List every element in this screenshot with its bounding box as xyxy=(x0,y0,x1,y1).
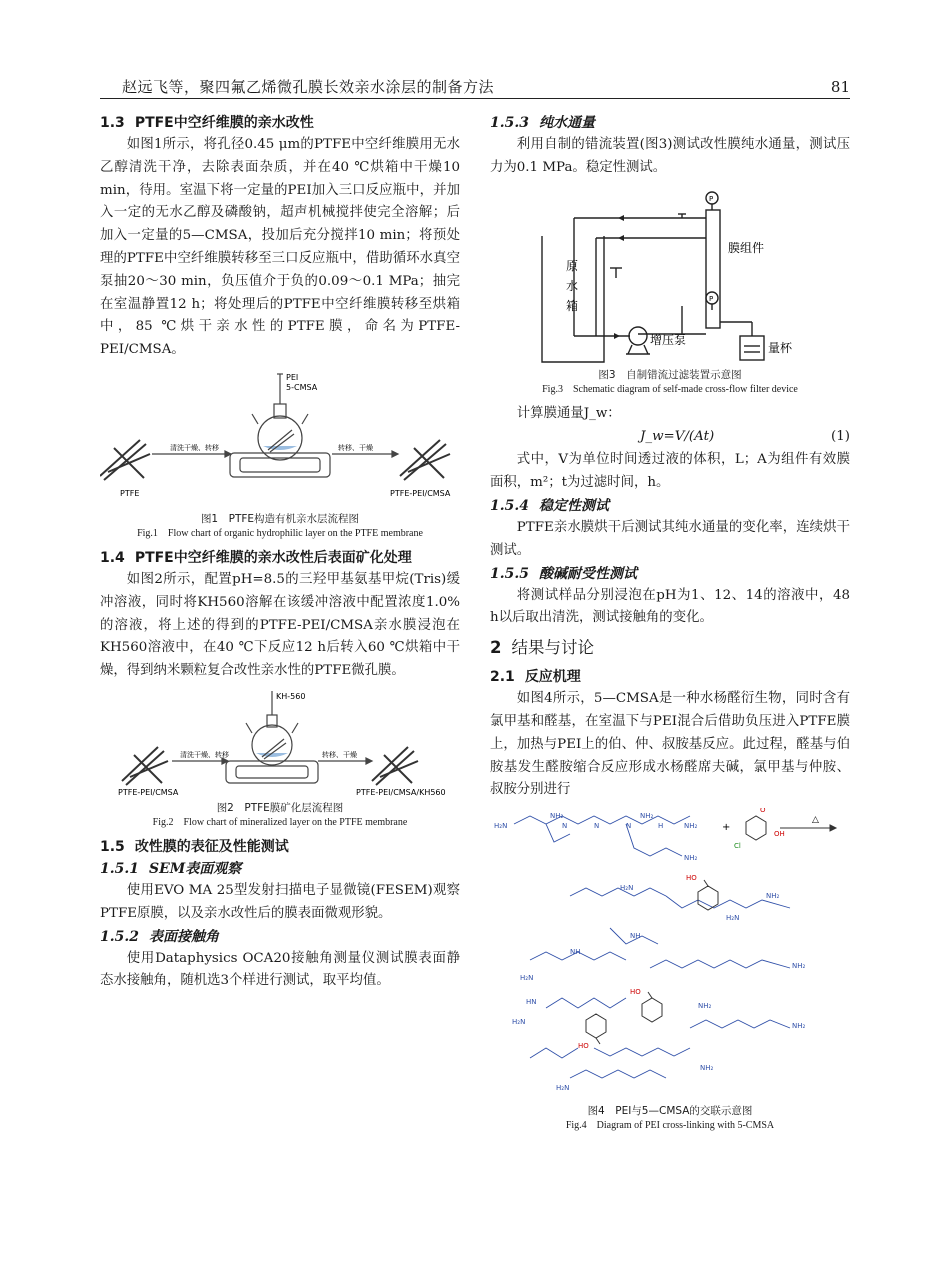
equation-number: (1) xyxy=(831,429,850,445)
fig4-atom-nh2-6: NH₂ xyxy=(792,962,806,971)
running-title: 赵远飞等，聚四氟乙烯微孔膜长效亲水涂层的制备方法 xyxy=(122,78,495,96)
page-number: 81 xyxy=(830,78,850,96)
fig4-atom-oh-1: OH xyxy=(774,830,785,839)
fig4-atom-nh2-5: NH₂ xyxy=(766,892,780,901)
section-2-1-text: 如图4所示，5—CMSA是一种水杨醛衍生物，同时含有氯甲基和醛基，在室温下与PEI混合后借助负压进入PTFE膜上，加热与PEI上的伯、仲、叔胺基反应。此过程，醛基与伯胺基发生醛胺缩合反应形成水杨醛席夫碱，氯甲基与仲胺、叔胺分别进行 xyxy=(490,691,850,798)
section-1-5-3-heading: 1.5.3 纯水通量 xyxy=(490,115,595,131)
figure-1 xyxy=(100,368,460,541)
fig3-tank-3: 箱 xyxy=(566,298,579,313)
figure-4-caption-cn: 图4 PEI与5—CMSA的交联示意图 xyxy=(587,1105,753,1118)
section-1-3-text: 如图1所示，将孔径0.45 μm的PTFE中空纤维膜用无水乙醇清洗干净，去除表面杂质，并在40 ℃烘箱中干燥10 min，待用。室温下将一定量的PEI加入三口反应瓶中，并加入一定的无水乙醇及磷酸钠，超声机械搅拌使完全溶解；后加入一定量的5—CMSA，投加后充分搅拌10 min；将预处理的PTFE中空纤维膜转移至三口反应瓶中，借助循环水真空泵抽20～30 min，负压值介于负的0.09～0.1 MPa；抽完在室温静置12 h；将处理后的PTFE中空纤维膜转移至烘箱中，85 ℃烘干亲水性的PTFE膜，命名为PTFE-PEI/CMSA。 xyxy=(100,137,460,358)
figure-1-diagram xyxy=(100,368,460,508)
figure-2-caption-cn: 图2 PTFE膜矿化层流程图 xyxy=(216,801,344,814)
equation-explanation: 式中，V为单位时间透过液的体积，L；A为组件有效膜面积，m²；t为过滤时间，h。 xyxy=(490,452,850,491)
fig4-atom-ho-1: HO xyxy=(686,874,697,883)
fig4-atom-nh-2: NH xyxy=(570,948,581,957)
section-1-5-5-heading: 1.5.5 酸碱耐受性测试 xyxy=(490,565,637,582)
figure-4-diagram xyxy=(490,808,850,1100)
section-1-5-1-heading: 1.5.1 SEM表面观察 xyxy=(100,860,242,877)
fig3-gauge-top: P xyxy=(709,194,714,203)
figure-4-caption-en: Fig.4 Diagram of PEI cross-linking with 5-CMSA xyxy=(565,1120,775,1132)
fig4-atom-n-2: N xyxy=(594,822,600,831)
fig4-atom-h2n-6: H₂N xyxy=(556,1084,570,1093)
figure-3-caption-en: Fig.3 Schematic diagram of self-made cross-flow filter device xyxy=(542,383,798,395)
fig2-label-kh560: KH-560 xyxy=(276,691,306,701)
fig4-atom-n-3: N xyxy=(626,822,632,831)
fig3-pump-label: 增压泵 xyxy=(650,332,687,347)
section-1-5-1-text: 使用EVO MA 25型发射扫描电子显微镜(FESEM)观察PTFE原膜，以及亲水改性后的膜表面微观形貌。 xyxy=(100,882,460,921)
fig4-atom-h2n-5: H₂N xyxy=(512,1018,526,1027)
section-1-4-heading: 1.4 PTFE中空纤维膜的亲水改性后表面矿化处理 xyxy=(100,549,412,566)
figure-4 xyxy=(490,808,850,1133)
fig4-atom-nh2-4: NH₂ xyxy=(684,854,698,863)
fig2-step2: 转移、干燥 xyxy=(322,750,357,759)
fig4-atom-h2n-3: H₂N xyxy=(726,914,740,923)
fig1-label-ptfe-pei: PTFE-PEI/CMSA xyxy=(390,488,451,498)
figure-3 xyxy=(490,186,850,397)
fig4-atom-nh2-2: NH₂ xyxy=(640,812,654,821)
fig1-step1: 清洗干燥、转移 xyxy=(170,443,219,452)
fig4-plus: + xyxy=(722,822,731,834)
figure-3-diagram xyxy=(490,186,850,364)
fig4-atom-nh2-8: NH₂ xyxy=(792,1022,806,1031)
section-1-5-4-heading: 1.5.4 稳定性测试 xyxy=(490,497,609,514)
section-1-5-2-text: 使用Dataphysics OCA20接触角测量仪测试膜表面静态水接触角，随机选3个样进行测试，取平均值。 xyxy=(100,950,460,989)
fig4-atom-nh2-1: NH₂ xyxy=(550,812,564,821)
fig2-label-right: PTFE-PEI/CMSA/KH560 xyxy=(356,787,446,797)
figure-2-diagram xyxy=(100,689,460,797)
equation-formula: J_w=V/(At) xyxy=(640,429,715,445)
section-1-4-text: 如图2所示，配置pH=8.5的三羟甲基氨基甲烷(Tris)缓冲溶液，同时将KH560溶解在该缓冲溶液中配置浓度1.0%的溶液，将上述的得到的PTFE-PEI/CMSA亲水膜浸泡在KH560溶液中，在40 ℃下反应12 h后转入60 ℃烘箱中干燥，得到纳米颗粒复合改性亲水性的PTFE微孔膜。 xyxy=(100,571,460,679)
fig4-atom-h-1: H xyxy=(658,822,664,831)
fig4-delta: △ xyxy=(812,815,819,826)
figure-1-caption-en: Fig.1 Flow chart of organic hydrophilic layer on the PTFE membrane xyxy=(137,527,423,539)
fig1-label-ptfe: PTFE xyxy=(120,488,140,498)
fig2-label-left: PTFE-PEI/CMSA xyxy=(118,787,179,797)
fig1-label-cmsa: 5-CMSA xyxy=(286,382,318,392)
fig3-gauge-bottom: P xyxy=(709,294,714,303)
section-1-5-4-text: PTFE亲水膜烘干后测试其纯水通量的变化率，连续烘干测试。 xyxy=(490,519,850,558)
fig4-atom-n-1: N xyxy=(562,822,568,831)
figure-2 xyxy=(100,689,460,830)
fig3-module-label: 膜组件 xyxy=(728,240,765,255)
right-column xyxy=(490,112,850,1139)
equation-1 xyxy=(490,425,850,449)
fig4-atom-nh2-9: NH₂ xyxy=(700,1064,714,1073)
fig1-label-pei: PEI xyxy=(286,372,299,382)
fig3-cup-label: 量杯 xyxy=(768,340,793,355)
figure-1-caption-cn: 图1 PTFE构造有机亲水层流程图 xyxy=(200,512,360,525)
fig4-atom-ho-3: HO xyxy=(578,1042,589,1051)
section-2-heading: 2 结果与讨论 xyxy=(490,638,594,658)
fig3-tank-2: 水 xyxy=(566,278,579,293)
left-column xyxy=(100,112,460,993)
section-2-1-heading: 2.1 反应机理 xyxy=(490,669,581,686)
figure-2-caption-en: Fig.2 Flow chart of mineralized layer on the PTFE membrane xyxy=(152,816,408,828)
fig4-atom-cl: Cl xyxy=(734,842,741,851)
fig4-atom-nh2-7: NH₂ xyxy=(698,1002,712,1011)
fig4-atom-nh-1: NH xyxy=(630,932,641,941)
fig4-atom-o: O xyxy=(760,808,766,815)
fig3-tank-1: 原 xyxy=(566,258,579,273)
fig2-step1: 清洗干燥、转移 xyxy=(180,750,229,759)
section-1-5-3-text: 利用自制的错流装置(图3)测试改性膜纯水通量，测试压力为0.1 MPa。稳定性测试。 xyxy=(490,137,850,175)
fig4-atom-ho-2: HO xyxy=(630,988,641,997)
running-header xyxy=(100,76,850,99)
fig4-atom-hn: HN xyxy=(526,998,537,1007)
section-1-5-2-heading: 1.5.2 表面接触角 xyxy=(100,928,219,945)
figure-3-caption-cn: 图3 自制错流过滤装置示意图 xyxy=(598,368,742,381)
fig4-atom-h2n-2: H₂N xyxy=(620,884,634,893)
section-1-3-heading: 1.3 PTFE中空纤维膜的亲水改性 xyxy=(100,115,314,131)
section-1-5-5-text: 将测试样品分别浸泡在pH为1、12、14的溶液中，48 h以后取出清洗，测试接触角的变化。 xyxy=(490,587,850,626)
flux-calc-text: 计算膜通量J_w： xyxy=(516,405,621,421)
fig4-atom-nh2-3: NH₂ xyxy=(684,822,698,831)
fig4-atom-h2n-1: H₂N xyxy=(494,822,508,831)
fig4-atom-h2n-4: H₂N xyxy=(520,974,534,983)
section-1-5-heading: 1.5 改性膜的表征及性能测试 xyxy=(100,838,289,855)
fig1-step2: 转移、干燥 xyxy=(338,443,373,452)
